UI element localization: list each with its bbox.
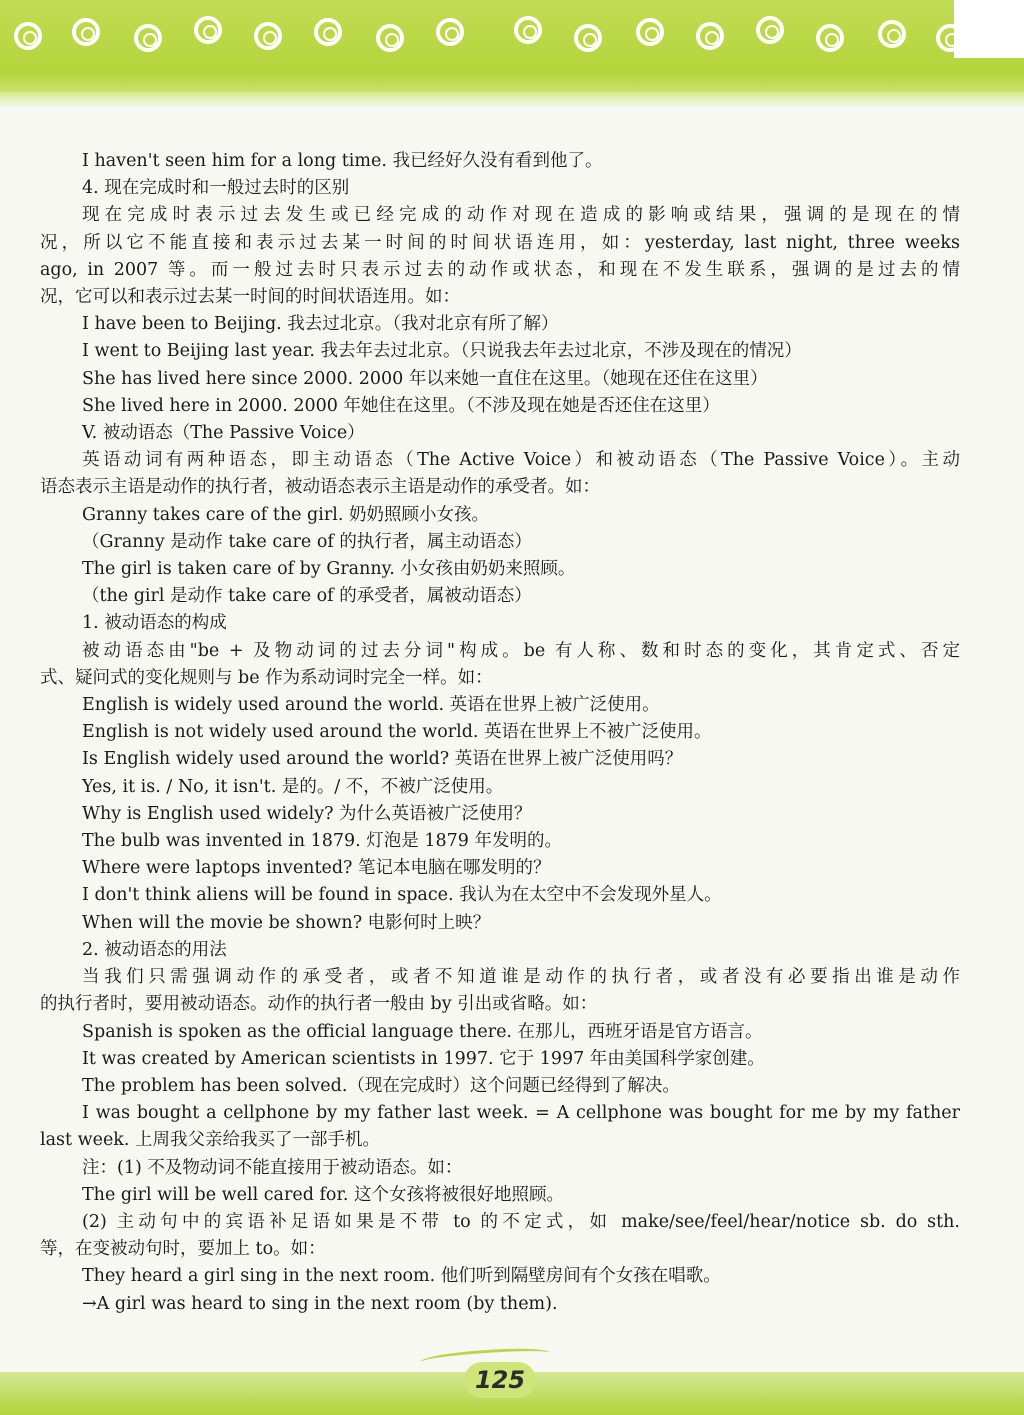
- ring-icon: [72, 18, 100, 46]
- example-line: I don't think aliens will be found in space. 我认为在太空中不会发现外星人。: [82, 885, 722, 906]
- subsection-heading: 1. 被动语态的构成: [82, 613, 227, 634]
- ring-icon: [134, 24, 162, 52]
- section-heading: 4. 现在完成时和一般过去时的区别: [82, 178, 350, 199]
- example-line: The bulb was invented in 1879. 灯泡是 1879 年发明的。: [82, 831, 562, 852]
- example-line: The girl is taken care of by Granny. 小女孩由奶奶来照顾。: [82, 559, 576, 580]
- example-line: I went to Beijing last year. 我去年去过北京。（只说我去年去过北京，不涉及现在的情况）: [82, 341, 802, 362]
- paragraph-line: 被动语态由"be + 及物动词的过去分词"构成。be 有人称、数和时态的变化，其肯定式、否定: [82, 640, 960, 661]
- decorative-rings: [0, 0, 1024, 70]
- example-line: When will the movie be shown? 电影何时上映？: [82, 912, 491, 933]
- ring-icon: [816, 24, 844, 52]
- ring-icon: [696, 22, 724, 50]
- example-line: I was bought a cellphone by my father last week. = A cellphone was bought for me by my father: [82, 1103, 960, 1124]
- paragraph-line: 现在完成时表示过去发生或已经完成的动作对现在造成的影响或结果，强调的是现在的情: [82, 205, 960, 226]
- note-line: 注：(1) 不及物动词不能直接用于被动语态。如：: [82, 1157, 463, 1178]
- ring-icon: [436, 18, 464, 46]
- example-line: They heard a girl sing in the next room. 他们听到隔壁房间有个女孩在唱歌。: [82, 1266, 721, 1287]
- example-line: Yes, it is. / No, it isn't. 是的。/ 不，不被广泛使用。: [82, 776, 504, 797]
- ring-icon: [574, 24, 602, 52]
- subsection-heading: 2. 被动语态的用法: [82, 939, 227, 960]
- corner-mark: [954, 0, 1024, 58]
- ring-icon: [14, 22, 42, 50]
- paragraph-line: ago, in 2007 等。而一般过去时只表示过去的动作或状态，和现在不发生联系，强调的是过去的情: [40, 259, 960, 280]
- ring-icon: [194, 16, 222, 44]
- ring-icon: [254, 22, 282, 50]
- example-line: English is not widely used around the world. 英语在世界上不被广泛使用。: [82, 722, 712, 743]
- example-line: Why is English used widely? 为什么英语被广泛使用？: [82, 803, 532, 824]
- example-line: →A girl was heard to sing in the next room (by them).: [82, 1293, 558, 1314]
- example-line: She has lived here since 2000. 2000 年以来她一直住在这里。（她现在还住在这里）: [82, 368, 768, 389]
- example-line: She lived here in 2000. 2000 年她住在这里。（不涉及现在她是否还住在这里）: [82, 395, 720, 416]
- ring-icon: [636, 18, 664, 46]
- note-line: (2) 主动句中的宾语补足语如果是不带 to 的不定式，如 make/see/feel/hear/notice sb. do sth.: [82, 1211, 960, 1232]
- example-line: last week. 上周我父亲给我买了一部手机。: [40, 1130, 381, 1151]
- example-line: Is English widely used around the world? 英语在世界上被广泛使用吗？: [82, 749, 683, 770]
- paragraph-line: 式、疑问式的变化规则与 be 作为系动词时完全一样。如：: [40, 667, 493, 688]
- paragraph-line: 况，所以它不能直接和表示过去某一时间的时间状语连用，如：yesterday, last night, three weeks: [40, 232, 960, 253]
- header-fade: [0, 92, 1024, 108]
- ring-icon: [514, 16, 542, 44]
- ring-icon: [878, 20, 906, 48]
- example-line: The girl will be well cared for. 这个女孩将被很好地照顾。: [82, 1184, 565, 1205]
- example-line: Where were laptops invented? 笔记本电脑在哪发明的？: [82, 858, 551, 879]
- ring-icon: [756, 16, 784, 44]
- paragraph-line: 的执行者时，要用被动语态。动作的执行者一般由 by 引出或省略。如：: [40, 994, 598, 1015]
- page-number: 125: [464, 1362, 536, 1398]
- example-line: It was created by American scientists in 1997. 它于 1997 年由美国科学家创建。: [82, 1048, 765, 1069]
- page-body: [40, 148, 960, 1318]
- example-line: The problem has been solved.（现在完成时）这个问题已经得到了解决。: [82, 1075, 680, 1096]
- note-line: 等，在变被动句时，要加上 to。如：: [40, 1239, 326, 1260]
- paragraph-line: 当我们只需强调动作的承受者，或者不知道谁是动作的执行者，或者没有必要指出谁是动作: [82, 967, 960, 988]
- example-line: （Granny 是动作 take care of 的执行者，属主动语态）: [82, 531, 532, 552]
- example-line: Spanish is spoken as the official language there. 在那儿，西班牙语是官方语言。: [82, 1021, 763, 1042]
- paragraph-line: 英语动词有两种语态，即主动语态（The Active Voice）和被动语态（The Passive Voice）。主动: [82, 450, 960, 471]
- text-line: I haven't seen him for a long time. 我已经好久没有看到他了。: [82, 151, 603, 171]
- example-line: （the girl 是动作 take care of 的承受者，属被动语态）: [82, 586, 532, 607]
- ring-icon: [314, 18, 342, 46]
- paragraph-line: 况，它可以和表示过去某一时间的时间状语连用。如：: [40, 287, 460, 308]
- example-line: Granny takes care of the girl. 奶奶照顾小女孩。: [82, 504, 489, 525]
- section-heading: V. 被动语态（The Passive Voice）: [82, 423, 365, 444]
- ring-icon: [376, 24, 404, 52]
- example-line: I have been to Beijing. 我去过北京。（我对北京有所了解）: [82, 314, 559, 335]
- paragraph-line: 语态表示主语是动作的执行者，被动语态表示主语是动作的承受者。如：: [40, 477, 600, 498]
- example-line: English is widely used around the world. 英语在世界上被广泛使用。: [82, 695, 660, 716]
